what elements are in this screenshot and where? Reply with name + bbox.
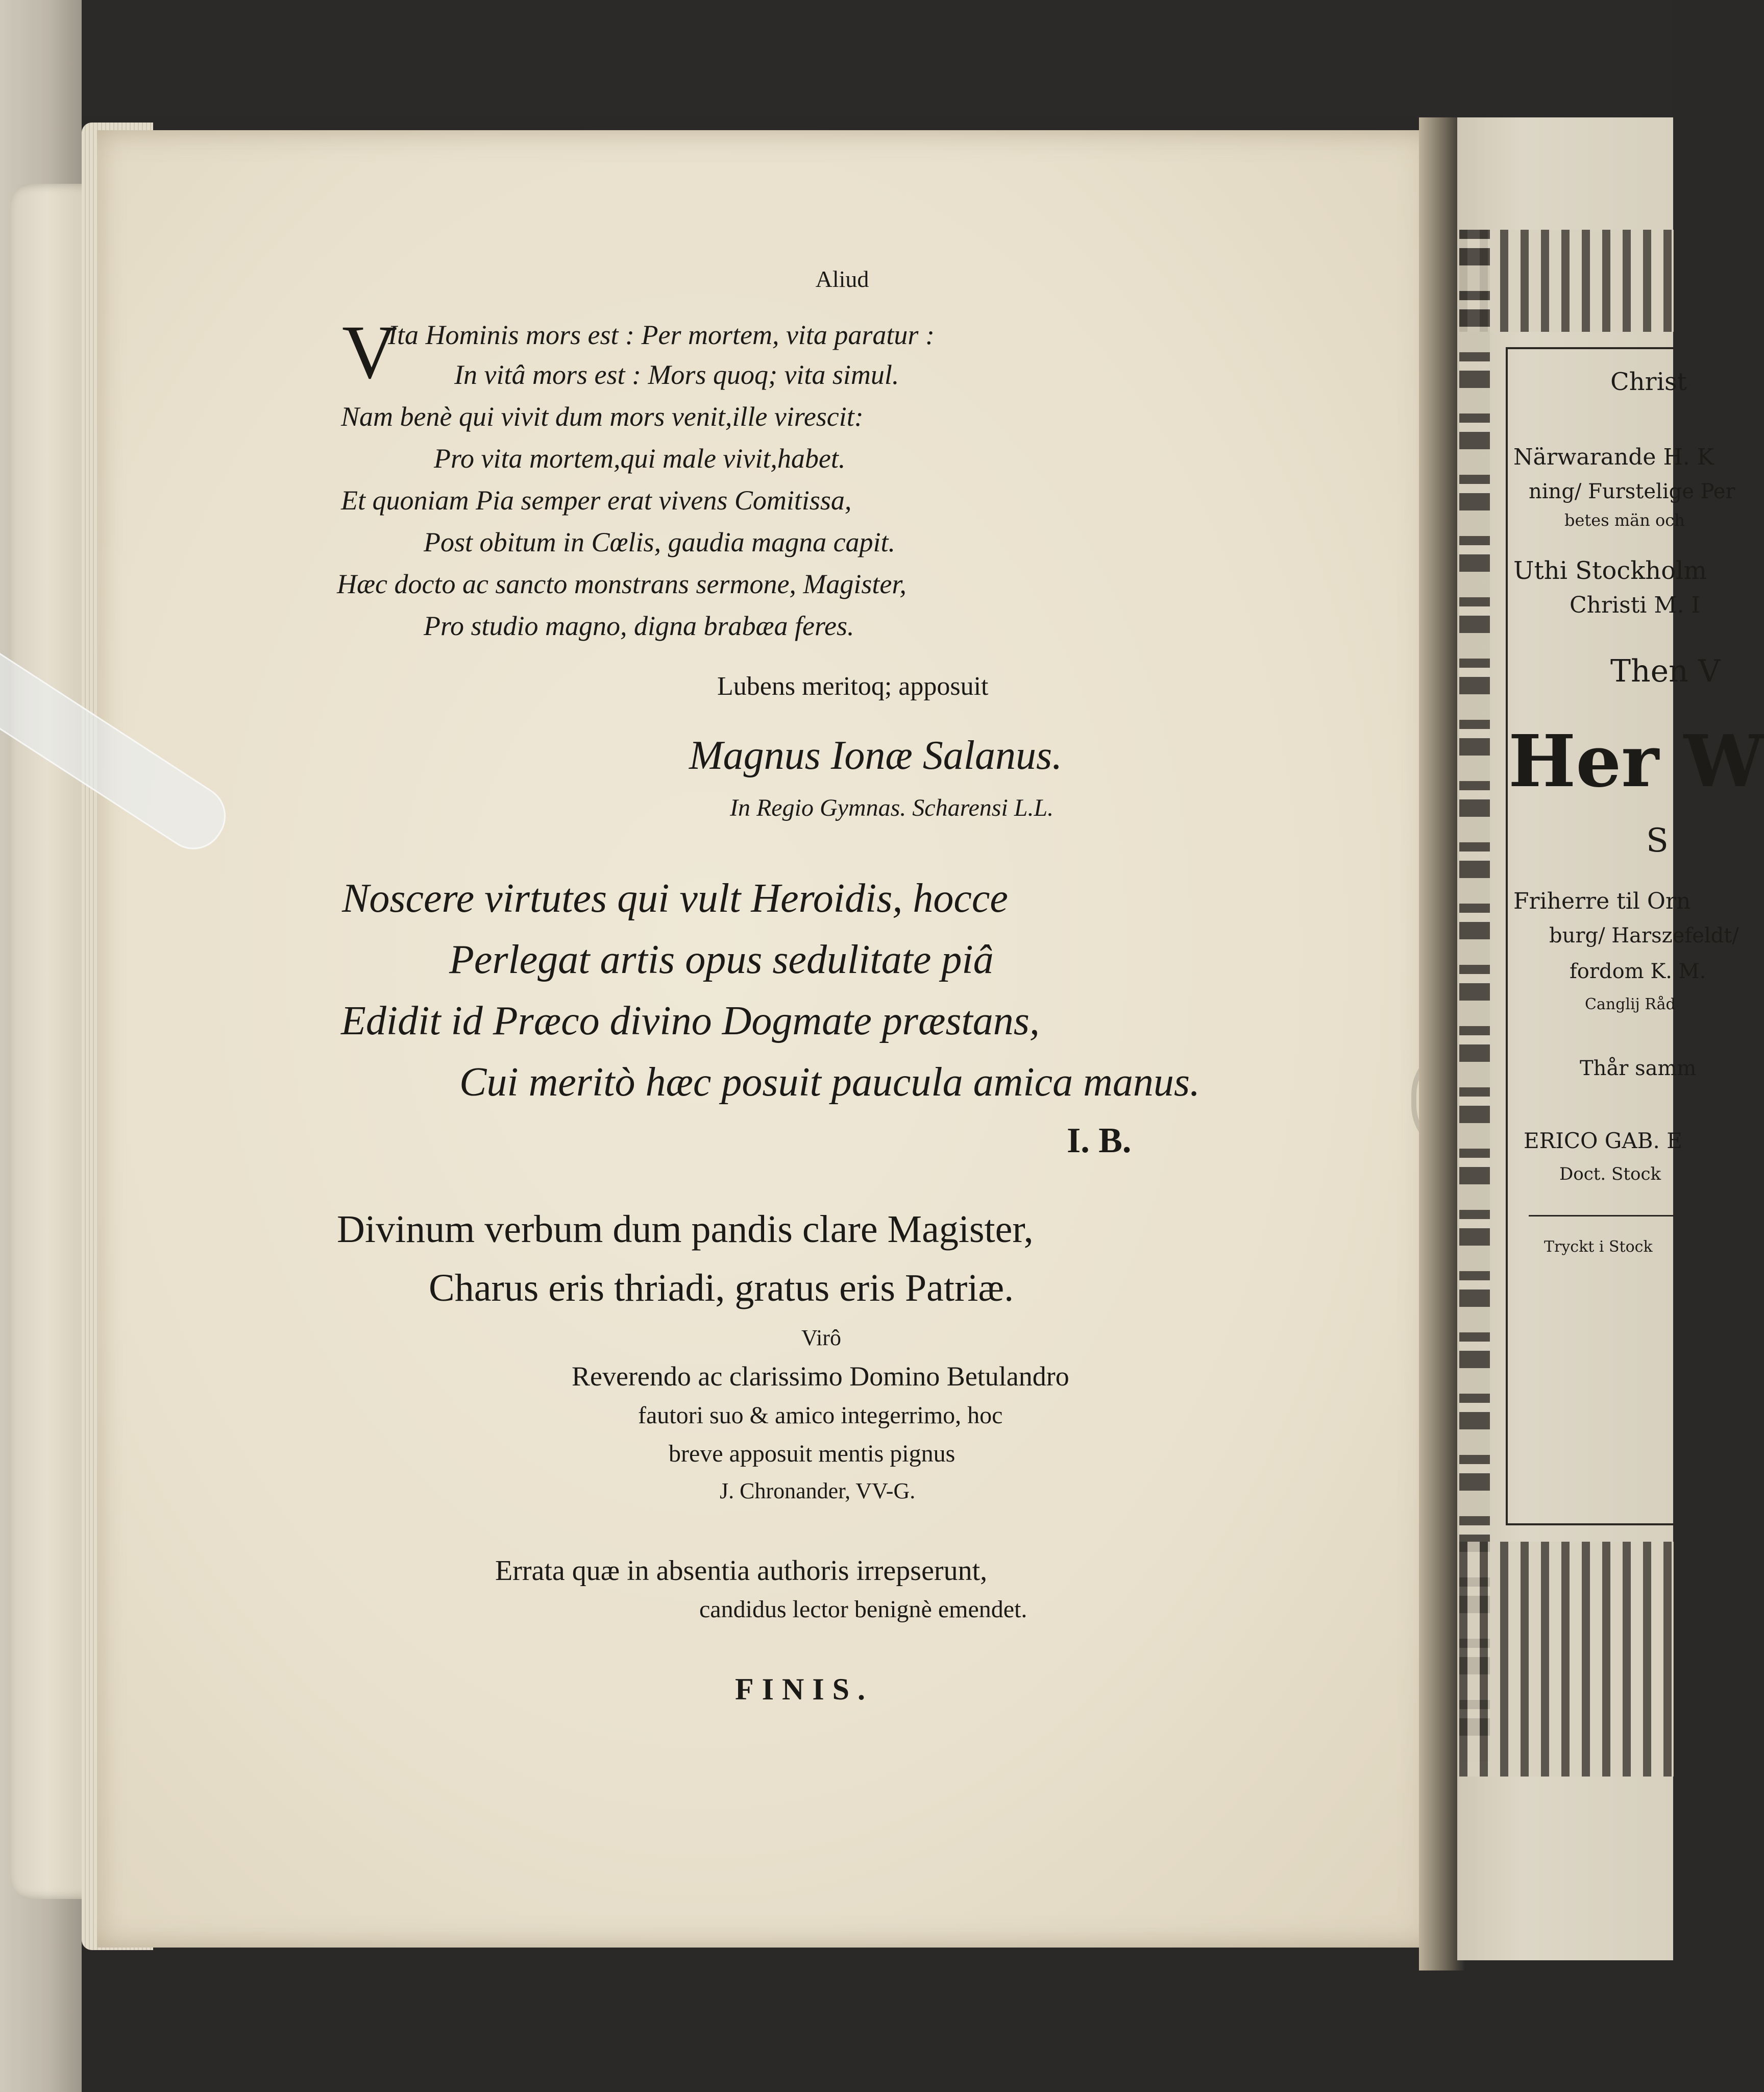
section-header: Aliud [815, 266, 869, 292]
finis: FINIS. [735, 1672, 874, 1706]
poem2-line: Noscere virtutes qui vult Heroidis, hocce [342, 876, 1008, 921]
title-line: burg/ Harszefeldt/ [1549, 924, 1739, 947]
title-line: Närwarande H. K [1513, 444, 1714, 470]
poem2-line: Perlegat artis opus sedulitate piâ [449, 937, 994, 982]
poem1-line: Ita Hominis mors est : Per mortem, vita paratur : [388, 320, 935, 350]
dedication-line: Virô [801, 1325, 842, 1350]
signature-intro: Lubens meritoq; apposuit [717, 672, 989, 701]
title-line: Christi M. I [1570, 592, 1700, 618]
ornamental-border-top [1459, 230, 1674, 332]
dedication-signature: J. Chronander, VV-G. [720, 1478, 916, 1503]
right-page [1457, 117, 1764, 1960]
title-line: Christ [1610, 368, 1687, 396]
title-line: fordom K. M. [1570, 960, 1706, 983]
title-line: ERICO GAB. E [1524, 1128, 1682, 1153]
left-page [97, 130, 1450, 1948]
title-line: Thår samm [1580, 1057, 1697, 1080]
poem1-line: Nam benè qui vivit dum mors venit,ille virescit: [341, 401, 864, 432]
signature-name: Magnus Ionæ Salanus. [689, 733, 1063, 778]
title-line: Then V [1610, 653, 1721, 689]
errata-line: candidus lector benignè emendet. [699, 1596, 1027, 1623]
poem1-line: Post obitum in Cœlis, gaudia magna capit. [424, 527, 896, 557]
title-line: betes män och [1564, 510, 1685, 530]
imprint: Tryckt i Stock [1544, 1238, 1653, 1256]
poem1-line: Et quoniam Pia semper erat vivens Comitissa, [341, 485, 852, 516]
title-line: Her W [1508, 720, 1764, 804]
title-line: Friherre til Orn [1513, 888, 1691, 914]
drop-cap: V [342, 310, 398, 395]
poem1-line: In vitâ mors est : Mors quoq; vita simul. [454, 359, 899, 390]
title-line: ning/ Furstelige Per [1529, 480, 1735, 503]
dedication-line: breve apposuit mentis pignus [669, 1440, 955, 1467]
poem2-line: Edidit id Præco divino Dogmate præstans, [341, 999, 1040, 1043]
dedication-line: fautori suo & amico integerrimo, hoc [638, 1402, 1003, 1429]
poem1-line: Pro studio magno, digna brabæa feres. [424, 611, 854, 641]
title-line: Doct. Stock [1559, 1164, 1661, 1184]
backdrop [0, 0, 1673, 117]
title-line: S [1646, 822, 1669, 860]
poem2-line: Cui meritò hæc posuit paucula amica manus. [459, 1060, 1200, 1105]
poem1-line: Hæc docto ac sancto monstrans sermone, Magister, [337, 569, 906, 599]
poem3-line: Charus eris thriadi, gratus eris Patriæ. [429, 1267, 1014, 1309]
errata-line: Errata quæ in absentia authoris irrepserunt, [495, 1555, 988, 1587]
poem3-line: Divinum verbum dum pandis clare Magister, [337, 1208, 1034, 1251]
ornamental-border-bottom [1459, 1542, 1674, 1777]
divider [1529, 1215, 1677, 1217]
title-line: Uthi Stockholm [1513, 556, 1707, 585]
poem1-line: Pro vita mortem,qui male vivit,habet. [434, 443, 846, 474]
signature-title: In Regio Gymnas. Scharensi L.L. [730, 794, 1054, 821]
ornamental-border-left [1459, 230, 1490, 1761]
title-line: Canglij Råd [1585, 995, 1676, 1013]
dedication-line: Reverendo ac clarissimo Domino Betulandro [572, 1361, 1069, 1392]
signature-initials: I. B. [1067, 1121, 1132, 1160]
